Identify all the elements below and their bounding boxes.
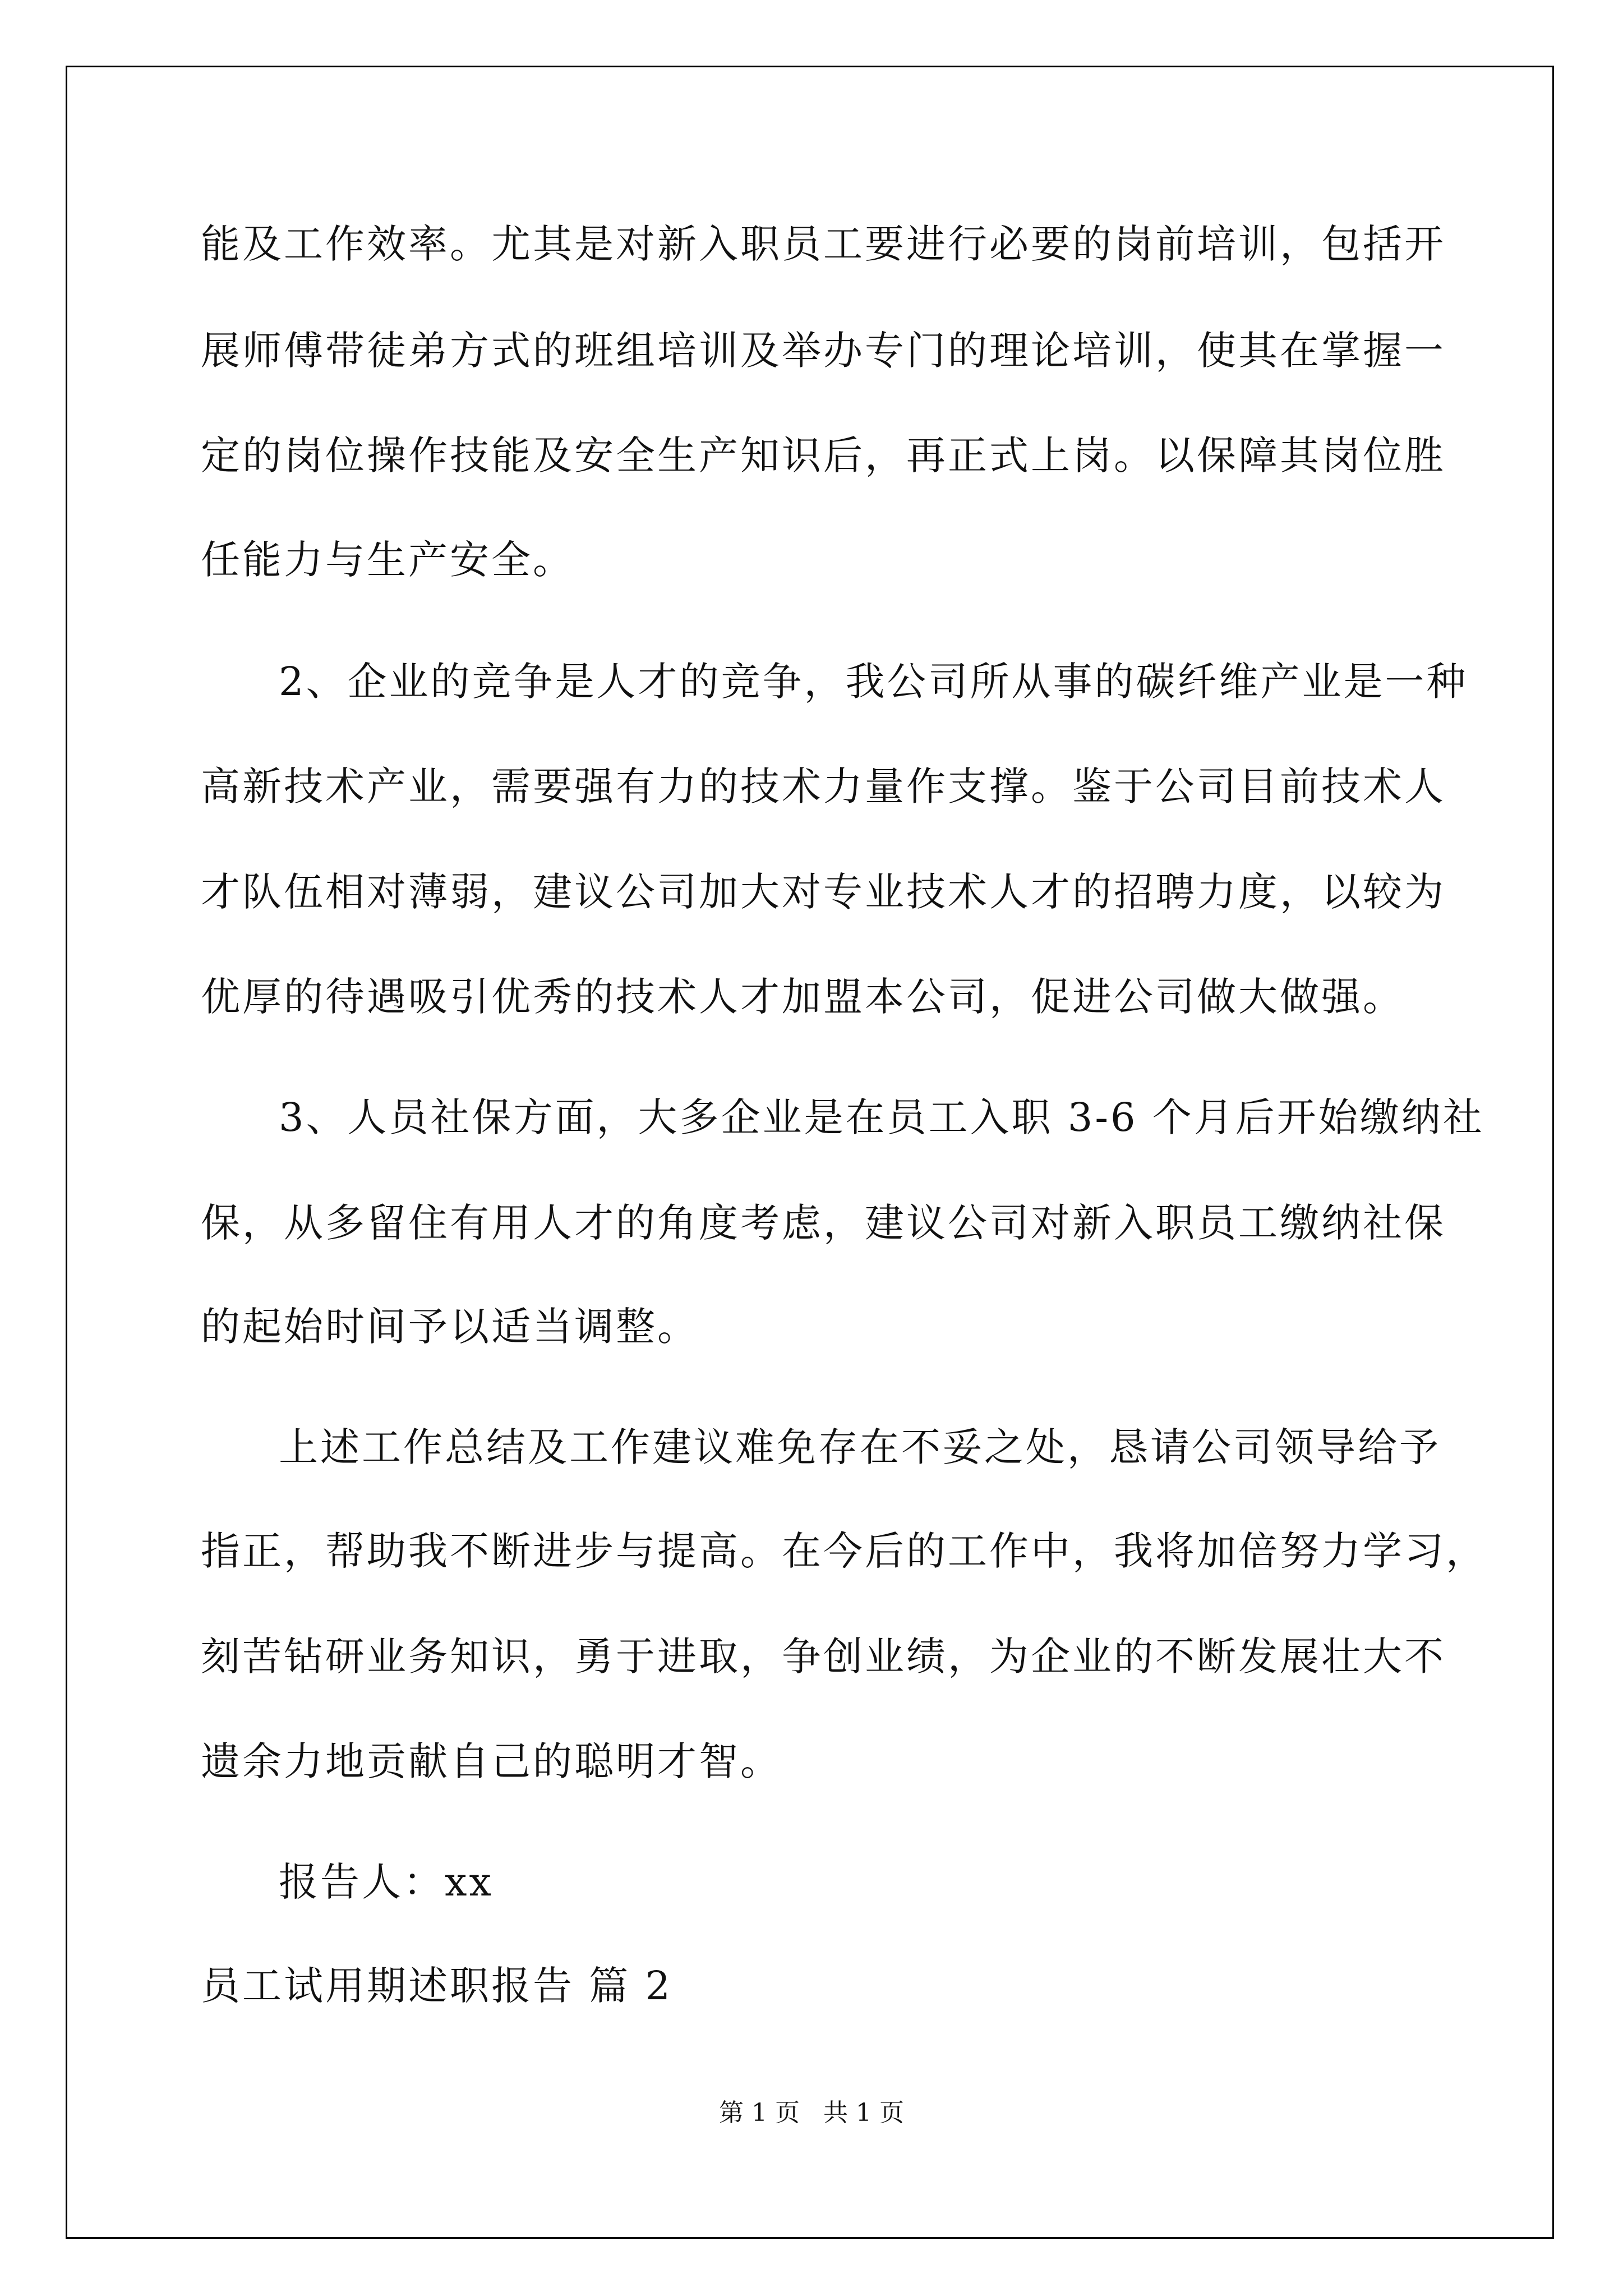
body-line: 指正，帮助我不断进步与提高。在今后的工作中，我将加倍努力学习，: [201, 1528, 1487, 1574]
body-line: 才队伍相对薄弱，建议公司加大对专业技术人才的招聘力度，以较为: [201, 869, 1446, 915]
body-line: 2、企业的竞争是人才的竞争，我公司所从事的碳纤维产业是一种: [279, 659, 1468, 705]
body-line: 上述工作总结及工作建议难免存在不妥之处，恳请公司领导给予: [279, 1424, 1441, 1470]
body-line: 的起始时间予以适当调整。: [201, 1304, 699, 1350]
body-line: 3、人员社保方面，大多企业是在员工入职 3-6 个月后开始缴纳社: [279, 1094, 1484, 1140]
body-line: 定的岗位操作技能及安全生产知识后，再正式上岗。以保障其岗位胜: [201, 432, 1446, 478]
page-border: [66, 66, 1554, 2239]
body-line: 遗余力地贡献自己的聪明才智。: [201, 1738, 782, 1784]
body-line: 能及工作效率。尤其是对新入职员工要进行必要的岗前培训，包括开: [201, 221, 1446, 267]
signature-line: 报告人：xx: [279, 1859, 494, 1905]
body-line: 任能力与生产安全。: [201, 537, 574, 583]
body-line: 保，从多留住有用人才的角度考虑，建议公司对新入职员工缴纳社保: [201, 1200, 1446, 1246]
body-line: 优厚的待遇吸引优秀的技术人才加盟本公司，促进公司做大做强。: [201, 974, 1404, 1020]
section-heading: 员工试用期述职报告 篇 2: [201, 1963, 673, 2009]
body-line: 展师傅带徒弟方式的班组培训及举办专门的理论培训，使其在掌握一: [201, 328, 1446, 374]
body-line: 刻苦钻研业务知识，勇于进取，争创业绩，为企业的不断发展壮大不: [201, 1634, 1446, 1680]
body-line: 高新技术产业，需要强有力的技术力量作支撑。鉴于公司目前技术人: [201, 763, 1446, 809]
page-footer: 第 1 页 共 1 页: [719, 2099, 904, 2127]
